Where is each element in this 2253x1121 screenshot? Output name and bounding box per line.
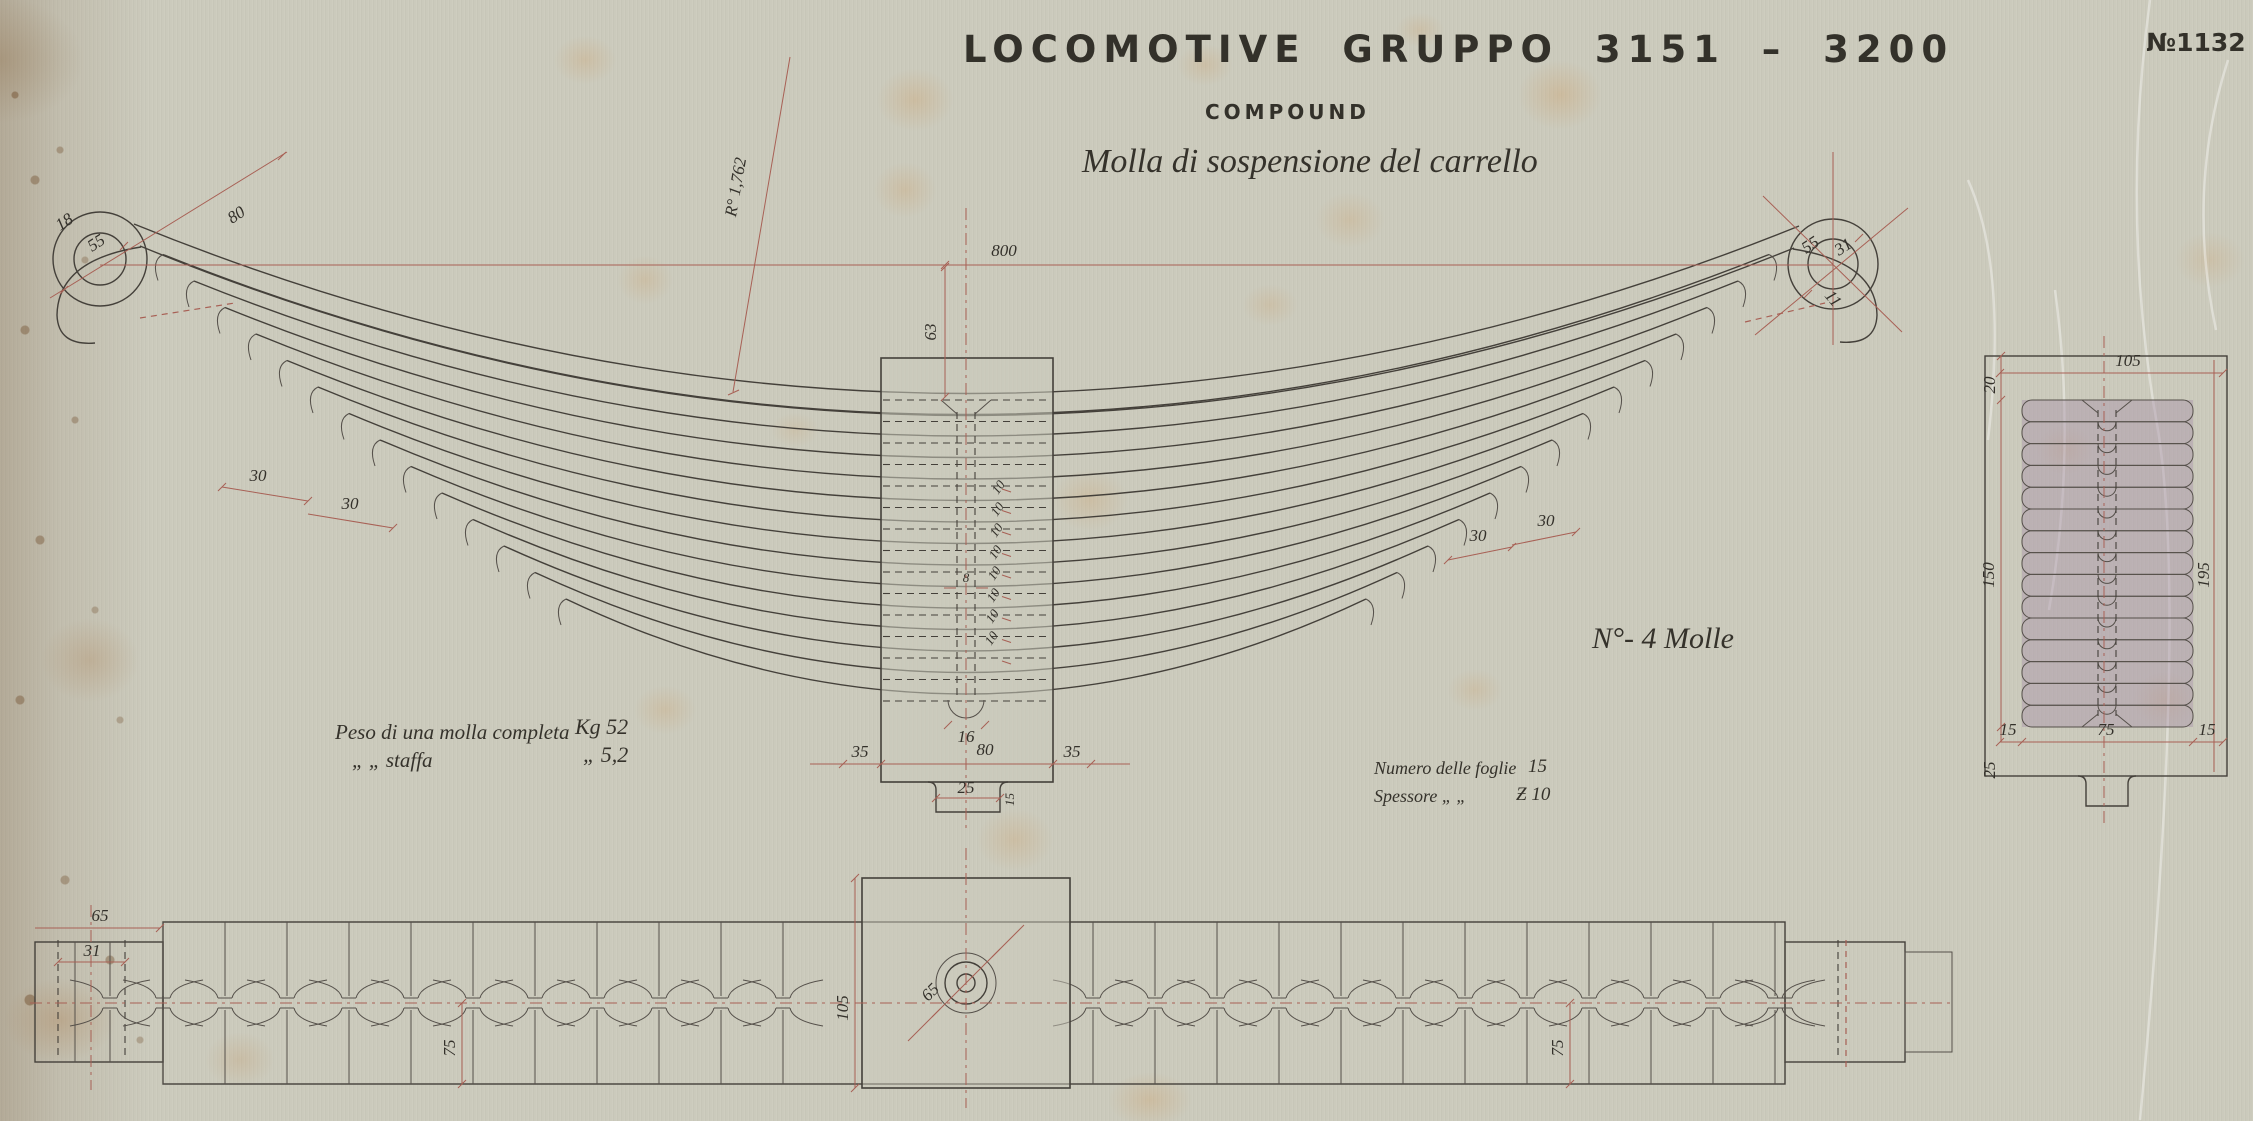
dim-span: 800 — [991, 241, 1017, 260]
dim-plan-half-l: 75 — [440, 1039, 459, 1057]
dim-buckle-width: 80 — [976, 740, 994, 759]
dim-eye-right-a: 31 — [1830, 234, 1856, 260]
note-weight2-label: „ „ staffa — [352, 748, 433, 772]
note-weight-label: Peso di una molla completa — [335, 720, 570, 744]
dim-bolt: 8 — [962, 570, 970, 585]
spring-eye-left — [53, 212, 147, 343]
dim-radius: R° 1,762 — [721, 156, 751, 219]
dim-eye-left-bore: 55 — [83, 230, 109, 256]
dim-leaf-thickness: 10 — [982, 606, 1002, 626]
elevation-view — [50, 57, 1908, 830]
dim-leaf-thickness: 10 — [983, 585, 1003, 605]
note-thickness-label: Spessore „ „ — [1374, 786, 1467, 806]
dim-bolt-head: 16 — [957, 727, 975, 746]
dim-sec-width: 105 — [2115, 351, 2141, 370]
dim-leaf-thickness: 10 — [981, 628, 1001, 648]
dim-eye-left-offset: 80 — [223, 202, 249, 228]
dim-plan-pin: 65 — [917, 979, 943, 1005]
dim-step-l2: 30 — [341, 494, 359, 513]
dim-sec-side-l: 15 — [1999, 720, 2017, 739]
dim-leaf-thickness: 10 — [988, 477, 1008, 497]
drawing-title-main: LOCOMOTIVE GRUPPO 3151 – 3200 — [963, 28, 1955, 71]
section-view — [1979, 336, 2227, 826]
dim-leaf-thickness: 10 — [986, 520, 1006, 540]
dim-plan-half-r: 75 — [1548, 1039, 1567, 1057]
dim-buckle-side-l: 35 — [851, 742, 869, 761]
dim-plan-end: 65 — [91, 906, 109, 925]
dim-eye-right-b: 11 — [1820, 286, 1846, 311]
dim-tab-width: 25 — [957, 778, 975, 797]
dim-sec-leaf-w: 75 — [2097, 720, 2115, 739]
note-thickness-value: Ƶ 10 — [1516, 784, 1551, 805]
dim-drop: 63 — [921, 323, 940, 341]
dim-plan-block: 105 — [833, 995, 852, 1021]
dim-sec-side-r: 15 — [2198, 720, 2216, 739]
dim-sec-stack: 150 — [1979, 562, 1998, 588]
note-weight2-value: „ 5,2 — [583, 742, 629, 767]
drawing-number: №1132 — [2146, 28, 2246, 57]
drawing-caption: Molla di sospensione del carrello — [1082, 143, 1538, 180]
dim-sec-margin-bottom: 25 — [1980, 761, 1999, 779]
dim-step-l1: 30 — [249, 466, 267, 485]
dim-eye-right-bore: 55 — [1797, 232, 1823, 258]
dim-sec-total: 195 — [2194, 562, 2213, 588]
dim-eye-left-ring: 18 — [51, 209, 77, 235]
dim-buckle-side-r: 35 — [1063, 742, 1081, 761]
note-leaves-label: Numero delle foglie — [1374, 758, 1517, 778]
note-spring-count: N°- 4 Molle — [1592, 622, 1734, 655]
dim-tab-height: 15 — [1002, 793, 1017, 806]
dim-leaf-thickness: 10 — [985, 542, 1005, 562]
note-leaves-value: 15 — [1528, 756, 1547, 777]
plan-view — [30, 848, 1955, 1108]
drawing-title-sub: COMPOUND — [1205, 100, 1370, 124]
dim-step-r1: 30 — [1469, 526, 1487, 545]
dim-step-r2: 30 — [1537, 511, 1555, 530]
dim-leaf-thickness: 10 — [987, 499, 1007, 519]
note-weight-value: Kg 52 — [575, 714, 629, 739]
dim-plan-eye: 31 — [83, 941, 101, 960]
dim-leaf-thickness: 10 — [984, 563, 1004, 583]
dim-sec-margin-top: 20 — [1980, 376, 1999, 394]
